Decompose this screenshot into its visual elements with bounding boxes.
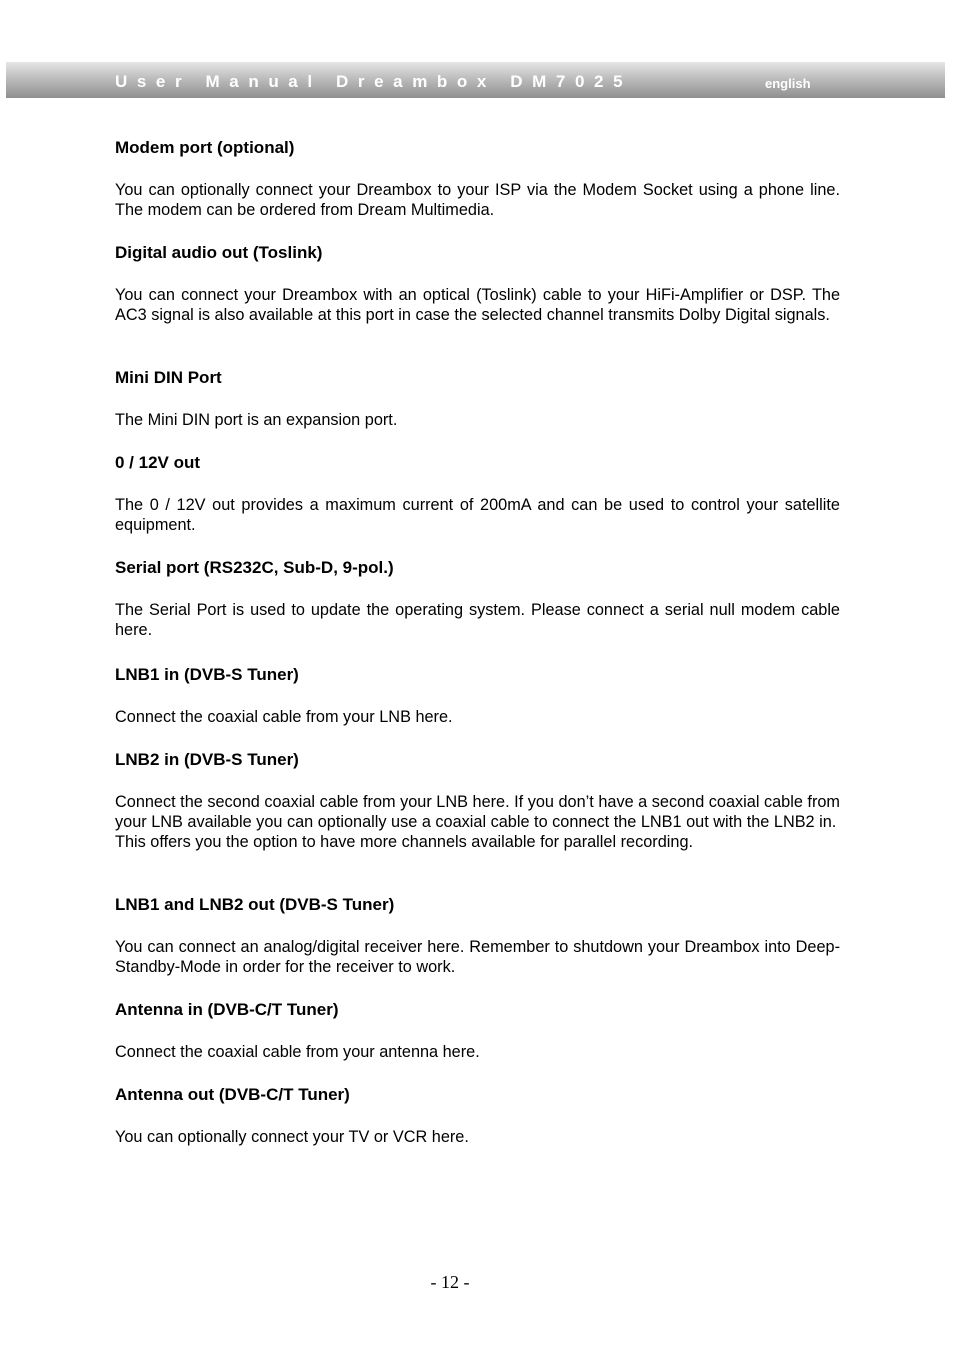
section-heading: Antenna out (DVB-C/T Tuner) bbox=[115, 1085, 350, 1104]
section-paragraph: This offers you the option to have more channels available for parallel recording. bbox=[115, 833, 694, 851]
section-paragraph: You can connect your Dreambox with an optical (Toslink) cable to your HiFi-Amplifier or DSP. The AC3 signal is also available at this port in case the selected channel transmits Dolby Digital signals. bbox=[115, 286, 840, 324]
header-bar bbox=[6, 62, 945, 98]
language-label: english bbox=[765, 76, 811, 91]
section-mini-din-port bbox=[115, 368, 840, 430]
section-lnb2-in bbox=[115, 750, 840, 852]
section-antenna-out bbox=[115, 1085, 840, 1147]
section-serial-port bbox=[115, 558, 840, 640]
section-heading: 0 / 12V out bbox=[115, 453, 201, 472]
section-lnb-out bbox=[115, 895, 840, 977]
section-heading: Mini DIN Port bbox=[115, 368, 222, 387]
section-heading: Modem port (optional) bbox=[115, 138, 295, 157]
section-digital-audio-out bbox=[115, 243, 840, 325]
section-paragraph: The Serial Port is used to update the operating system. Please connect a serial null modem cable here. bbox=[115, 601, 840, 639]
section-heading: LNB2 in (DVB-S Tuner) bbox=[115, 750, 299, 769]
section-heading: LNB1 in (DVB-S Tuner) bbox=[115, 665, 299, 684]
section-paragraph: The Mini DIN port is an expansion port. bbox=[115, 411, 398, 429]
section-paragraph: You can optionally connect your Dreambox to your ISP via the Modem Socket using a phone line. The modem can be ordered from Dream Multimedia. bbox=[115, 181, 840, 219]
section-antenna-in bbox=[115, 1000, 840, 1062]
section-modem-port bbox=[115, 138, 840, 220]
section-paragraph: You can connect an analog/digital receiver here. Remember to shutdown your Dreambox into Deep-Standby-Mode in order for the receiver to work. bbox=[115, 938, 840, 976]
section-heading: LNB1 and LNB2 out (DVB-S Tuner) bbox=[115, 895, 395, 914]
section-lnb1-in bbox=[115, 665, 840, 727]
section-heading: Serial port (RS232C, Sub-D, 9-pol.) bbox=[115, 558, 394, 577]
section-heading: Digital audio out (Toslink) bbox=[115, 243, 323, 262]
page-number: - 12 - bbox=[430, 1272, 470, 1292]
section-heading: Antenna in (DVB-C/T Tuner) bbox=[115, 1000, 339, 1019]
manual-title: User Manual Dreambox DM7025 bbox=[115, 72, 633, 91]
section-paragraph: You can optionally connect your TV or VCR here. bbox=[115, 1128, 469, 1146]
section-paragraph: The 0 / 12V out provides a maximum current of 200mA and can be used to control your satellite equipment. bbox=[115, 496, 840, 534]
section-paragraph: Connect the second coaxial cable from your LNB here. If you don’t have a second coaxial cable from your LNB available you can optionally use a coaxial cable to connect the LNB1 out with the LNB2 in. bbox=[115, 793, 840, 831]
section-12v-out bbox=[115, 453, 840, 535]
section-paragraph: Connect the coaxial cable from your antenna here. bbox=[115, 1043, 480, 1061]
section-paragraph: Connect the coaxial cable from your LNB here. bbox=[115, 708, 453, 726]
